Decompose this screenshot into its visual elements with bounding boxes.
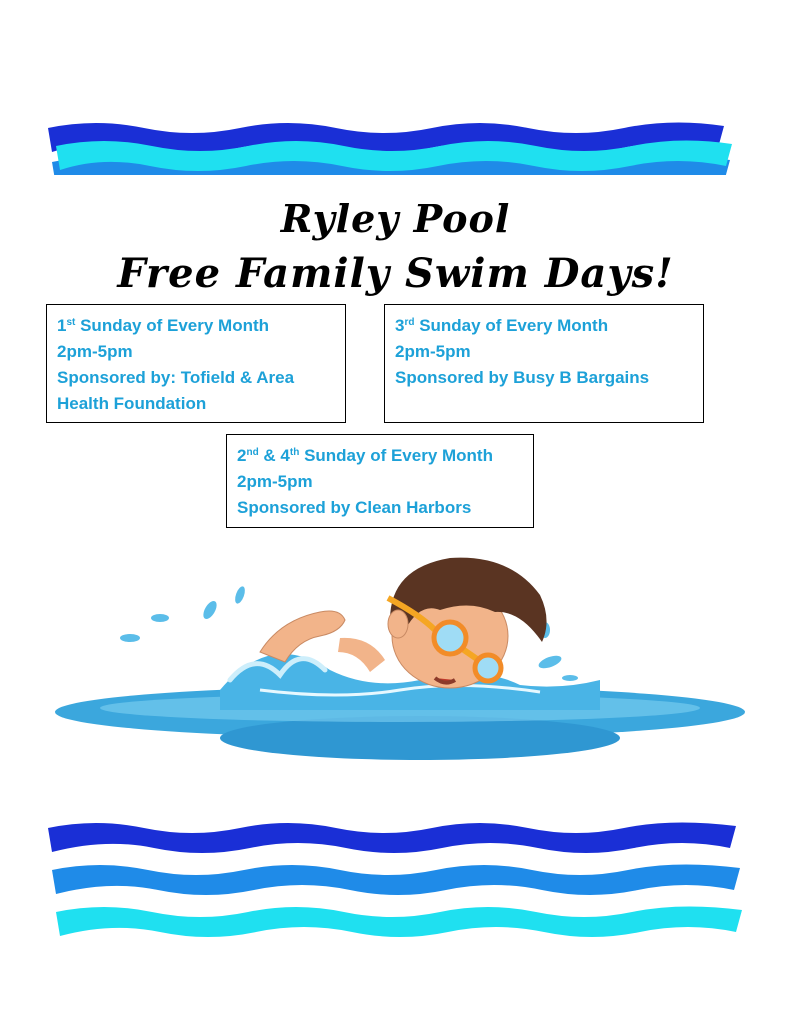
schedule-time: 2pm-5pm xyxy=(57,342,133,361)
schedule-day: 3rd Sunday of Every Month xyxy=(395,316,609,335)
schedule-day: 2nd & 4th Sunday of Every Month xyxy=(237,446,493,465)
schedule-day: 1st Sunday of Every Month xyxy=(57,316,270,335)
swimming-boy-illustration xyxy=(40,540,750,780)
pool-name-heading: Ryley Pool xyxy=(280,196,511,241)
schedule-time: 2pm-5pm xyxy=(395,342,471,361)
schedule-box-first-sunday xyxy=(46,304,346,423)
schedule-sponsor: Sponsored by Clean Harbors xyxy=(237,498,472,517)
schedule-sponsor: Sponsored by: Tofield & Area Health Foundation xyxy=(57,368,295,413)
schedule-box-third-sunday xyxy=(384,304,704,423)
event-title-heading: Free Family Swim Days! xyxy=(117,250,674,297)
schedule-time: 2pm-5pm xyxy=(237,472,313,491)
schedule-sponsor: Sponsored by Busy B Bargains xyxy=(395,368,650,387)
top-wave-border xyxy=(0,60,791,175)
wave-border-icon xyxy=(0,818,791,943)
wave-border-icon xyxy=(0,60,791,175)
schedule-box-second-fourth-sunday xyxy=(226,434,534,528)
bottom-wave-border xyxy=(0,818,791,943)
